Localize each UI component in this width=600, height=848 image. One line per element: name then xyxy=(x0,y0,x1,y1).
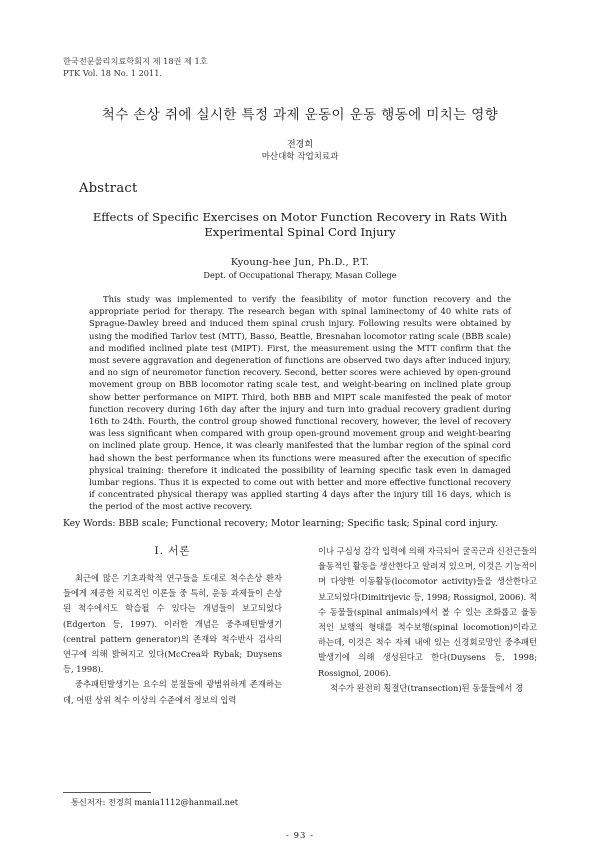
page-number: - 93 - xyxy=(286,831,314,841)
corresponding-author-footnote: 통신저자: 전경희 mania1112@hanmail.net xyxy=(71,797,239,807)
english-author: Kyoung-hee Jun, Ph.D., P.T. xyxy=(230,257,370,268)
korean-affiliation: 마산대학 작업치료과 xyxy=(261,152,339,162)
english-title xyxy=(80,210,520,240)
journal-volume: PTK Vol. 18 No. 1 2011. xyxy=(63,68,163,78)
intro-left-column xyxy=(63,544,282,708)
section-heading-introduction: Ⅰ. 서론 xyxy=(154,545,191,557)
abstract-body: This study was implemented to verify the feasibility of motor function recovery and the appropriate period for therapy. The research began with spinal laminectomy of 40 white rats of Sprague-Dawley breed and induced them spinal crush injury. Following results were obtained by using the modified Tarlov test (MTT), Basso, Beattle, Bresnahan locomotor rating scale (BBB scale) and modified inclined plate test (MIPT). First, the measurement using the MTT confirm that the most severe aggravation and degeneration of functions are observed two days after induced injury, and no sign of neuromotor function recovery. Second, better scores were achieved by open-ground movement group on BBB locomotor rating scale test, and weight-bearing on inclined plate group show better performance on MIPT. Third, both BBB and MIPT scale manifested the peak of motor function recovery during 16th day after the injury and turn into gradual recovery gradient during 16th to 24th. Fourth, the control group showed functional recovery, however, the level of recovery was less significant when compared with group open-ground movement group and weight-bearing on inclined plate group. Hence, it was clearly manifested that the lumbar region of the spinal cord had shown the best performance when its functions were measured after the execution of specific physical training: therefore it indicated the possibility of learning specific task even in damaged lumbar regions. Thus it is expected to come out with better and more effective functional recovery if concentrated physical therapy was applied starting 4 days after the injury till 16 days, which is the period of the most active recovery. xyxy=(89,294,511,512)
abstract-heading: Abstract xyxy=(79,181,138,196)
korean-title: 척수 손상 쥐에 실시한 특정 과제 운동이 운동 행동에 미치는 영향 xyxy=(101,107,499,123)
english-affiliation: Dept. of Occupational Therapy, Masan College xyxy=(203,270,397,280)
intro-paragraph-continued: 이나 구심성 감각 입력에 의해 자극되어 굴곡근과 신전근들의 율동적인 활동을 생산한다고 알려져 있으며, 이것은 기능적이며 다양한 이동활동(locomotor activity)들을 생산한다고 보고되었다(Dimitrijevic 등, 1998; Rossignol, 2006). 척수 동물들(spinal animals)에서 볼 수 있는 조화롭고 율동적인 보행의 형태를 척수보행(spinal locomotion)이라고 하는데, 이것은 척수 자체 내에 있는 신경회로망인 중추패턴발생기에 의해 생성된다고 한다(Duysens 등, 1998; Rossignol, 2006). xyxy=(318,546,537,678)
intro-paragraph-1: 최근에 많은 기초과학적 연구들을 토대로 척수손상 환자들에게 제공한 치료적인 이론들 중 특히, 운동 과제들이 손상된 척수에서도 학습될 수 있다는 개념들이 보고되었다(Edgerton 등, 1997). 이러한 개념은 중추패턴발생기(central pattern generator)의 존재와 척수반사 검사의 연구에 의해 밝혀지고 있다(McCrea와 Rybak; Duysens 등, 1998). xyxy=(63,573,282,675)
journal-name: 한국전문물리치료학회지 제 18권 제 1호 xyxy=(63,56,208,66)
intro-right-column xyxy=(318,544,537,696)
keywords: Key Words: BBB scale; Functional recovery; Motor learning; Specific task; Spinal cord injury. xyxy=(63,518,498,529)
footnote-rule xyxy=(63,792,151,793)
intro-paragraph-2: 중추패턴발생기는 요수의 분절들에 광범위하게 존재하는데, 어떤 상위 척수 이상의 수준에서 정보의 입력 xyxy=(63,679,282,705)
korean-author: 전경희 xyxy=(286,140,314,150)
journal-header xyxy=(63,55,208,79)
english-title-line-1: Effects of Specific Exercises on Motor Function Recovery in Rats With xyxy=(92,210,508,224)
intro-paragraph-3: 척수가 완전히 횡절단(transection)된 동물들에서 경 xyxy=(330,682,523,693)
english-title-line-2: Experimental Spinal Cord Injury xyxy=(204,225,396,239)
